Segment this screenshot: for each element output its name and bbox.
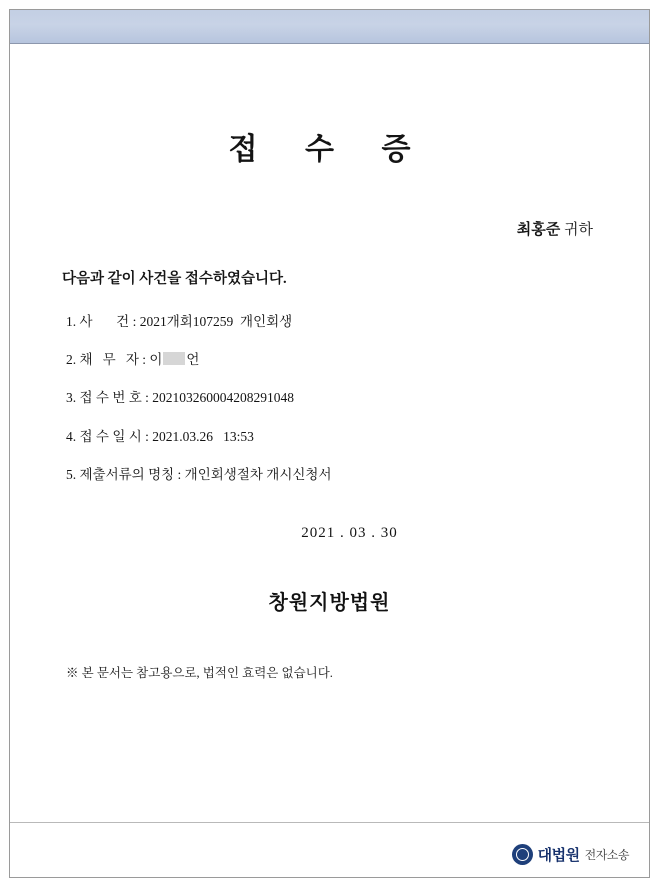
footer-brand — [512, 844, 629, 865]
brand-main-label: 대법원 — [537, 847, 580, 864]
list-item: 3. 접 수 번 호 : 202103260004208291048 — [66, 390, 295, 406]
redaction-block — [163, 352, 185, 365]
brand-sub-label: 전자소송 — [584, 848, 629, 862]
footer-divider — [10, 822, 649, 823]
list-item: 1. 사 건 : 2021개회107259 개인회생 — [66, 314, 293, 329]
debtor-name-tail: 언 — [186, 352, 200, 368]
addressee-suffix: 귀하 — [564, 222, 593, 238]
item-list — [10, 314, 649, 483]
header-band — [10, 10, 649, 44]
intro-text: 다음과 같이 사건을 접수하였습니다. — [62, 271, 287, 287]
list-item: 5. 제출서류의 명칭 : 개인회생절차 개시신청서 — [66, 466, 332, 482]
page-title: 접 수 증 — [228, 133, 431, 166]
court-seal-icon — [512, 844, 533, 865]
document-frame — [9, 9, 650, 878]
court-name: 창원지방법원 — [268, 591, 391, 614]
legal-notice: ※ 본 문서는 참고용으로, 법적인 효력은 없습니다. — [66, 665, 333, 680]
addressee-name: 최홍준 — [516, 222, 561, 238]
addressee-line — [10, 218, 649, 239]
document-body — [10, 44, 649, 822]
issue-date: 2021 . 03 . 30 — [301, 524, 398, 541]
list-item — [66, 352, 649, 368]
debtor-label: 2. 채 무 자 : 이 — [66, 352, 163, 368]
list-item: 4. 접 수 일 시 : 2021.03.26 13:53 — [66, 428, 254, 444]
